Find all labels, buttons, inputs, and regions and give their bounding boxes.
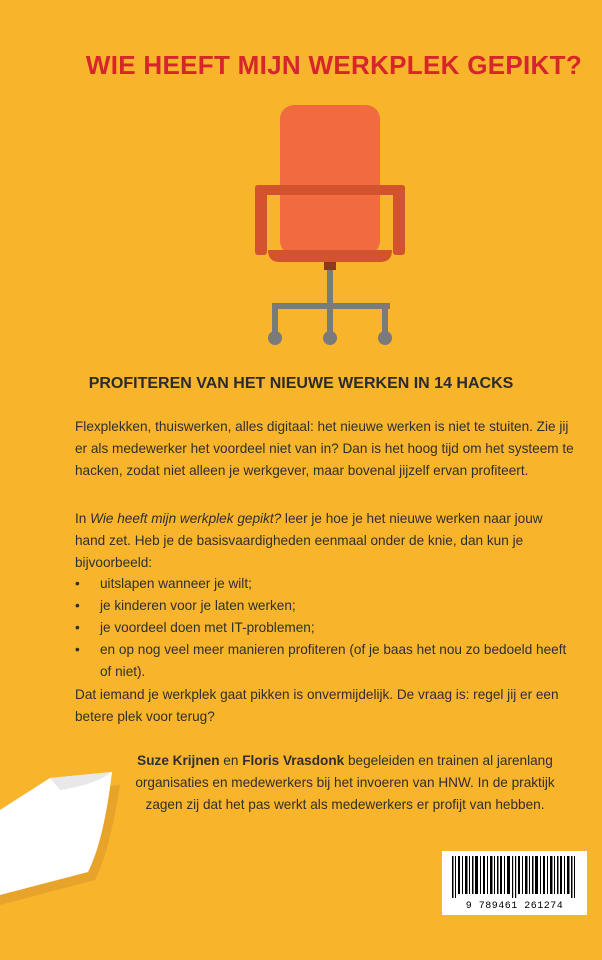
barcode [442, 851, 587, 915]
barcode-bars [442, 851, 587, 901]
isbn-number: 9 789461 261274 [465, 901, 564, 912]
office-chair-icon [250, 100, 410, 360]
paragraph-2-prefix: In [75, 511, 91, 526]
list-item: • je voordeel doen met IT-problemen; [75, 617, 575, 639]
cover-title: WIE HEEFT MIJN WERKPLEK GEPIKT? [85, 50, 582, 80]
author-name: Floris Vrasdonk [242, 753, 345, 768]
list-item: • uitslapen wanneer je wilt; [75, 573, 575, 595]
list-item: • je kinderen voor je laten werken; [75, 595, 575, 617]
blurb-paragraph-3: Dat iemand je werkplek gaat pikken is onvermijdelijk. De vraag is: regel jij er een betere plek voor terug? [75, 687, 559, 724]
page-peel-sticker [0, 690, 150, 910]
author-name: Suze Krijnen [137, 753, 220, 768]
authors-paragraph [115, 750, 575, 816]
authors-bio: begeleiden en trainen al jarenlang organisaties en medewerkers bij het invoeren van HNW. In de praktijk zagen zij dat het pas werkt als medewerkers er profijt van hebben. [135, 753, 555, 812]
blurb-paragraph-1: Flexplekken, thuiswerken, alles digitaal: het nieuwe werken is niet te stuiten. Zie jij er als medewerker het voordeel niet van in? Dan is het hoog tijd om het systeem te hacken, zodat niet alleen je werkgever, maar bovenal jijzelf ervan profiteert. [75, 419, 574, 478]
author-joiner: en [219, 753, 243, 768]
book-title-italic: Wie heeft mijn werkplek gepikt? [90, 511, 282, 526]
cover-subtitle: PROFITEREN VAN HET NIEUWE WERKEN IN 14 HACKS [88, 375, 514, 392]
paragraph-2-suffix: leer je hoe je het nieuwe werken naar jouw hand zet. Heb je de basisvaardigheden eenmaal onder de knie, dan kun je bijvoorbeeld: [75, 511, 543, 570]
list-item: • en op nog veel meer manieren profiteren (of je baas het nou zo bedoeld heeft of niet). [75, 639, 575, 683]
benefits-list [75, 573, 575, 683]
blurb-paragraph-2 [75, 508, 575, 574]
